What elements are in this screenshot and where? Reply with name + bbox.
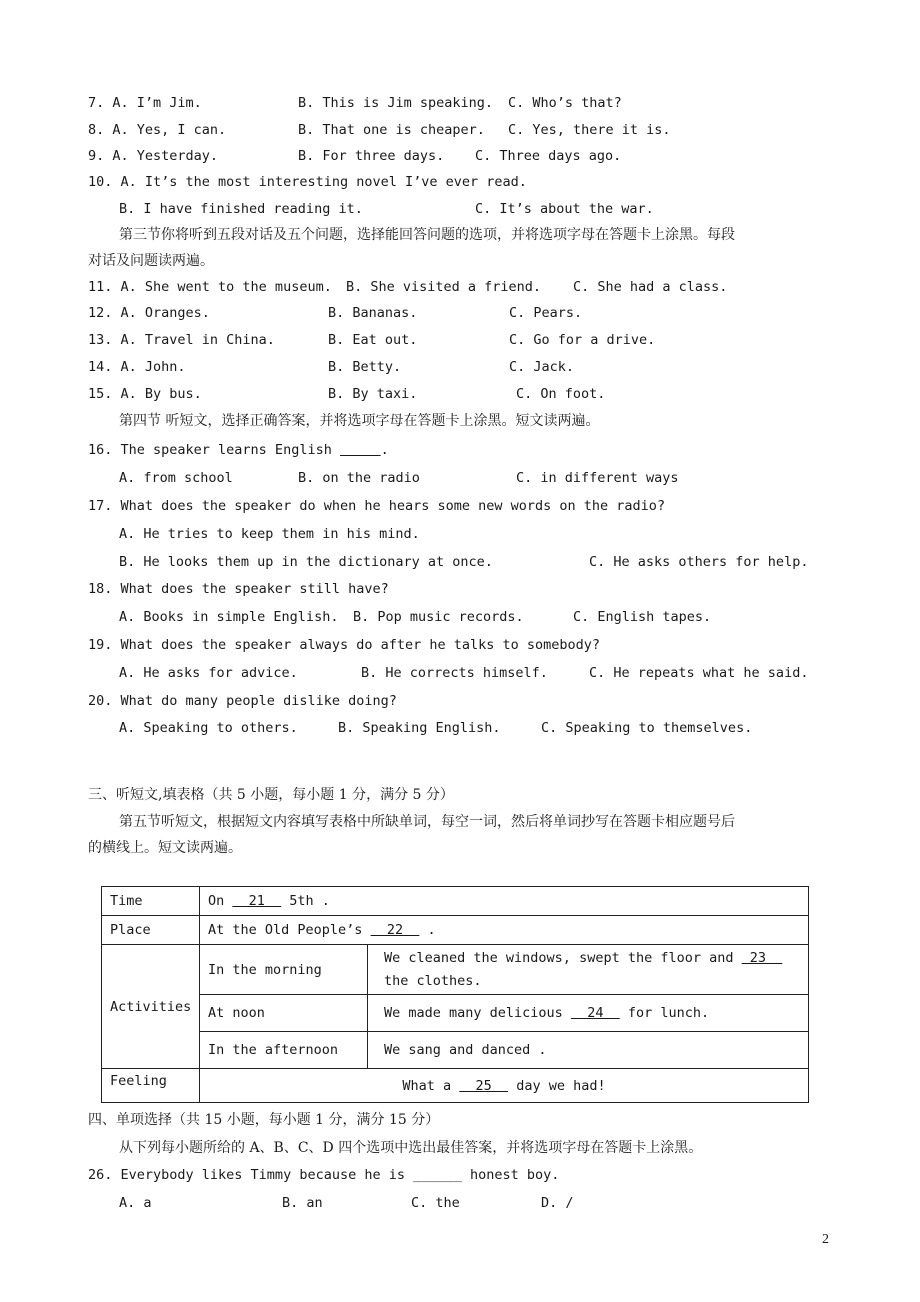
q14-option-b: B. Betty. — [328, 359, 402, 375]
section-4-instruction: 第四节 听短文，选择正确答案，并将选项字母在答题卡上涂黑。短文读两遍。 — [119, 413, 600, 429]
fill-in-table — [101, 886, 809, 1103]
q19-stem: 19. What does the speaker always do after he talks to somebody? — [88, 637, 601, 653]
q12-option-a: 12. A. Oranges. — [88, 305, 210, 321]
part-3-title: 三、听短文,填表格（共 5 小题，每小题 1 分，满分 5 分） — [88, 787, 454, 803]
sub-label: In the afternoon — [200, 1032, 368, 1069]
table-row-morning — [102, 945, 809, 995]
blank-23: 23 — [741, 949, 783, 966]
option-b: B. an — [282, 1195, 323, 1211]
blank-21: 21 — [232, 893, 282, 909]
option-c: C. He repeats what he said. — [589, 665, 809, 681]
q18-stem: 18. What does the speaker still have? — [88, 581, 389, 597]
row-value: On 21 5th . — [200, 887, 809, 916]
option-b: B. He corrects himself. — [361, 665, 548, 681]
option-c: C. He asks others for help. — [589, 554, 809, 570]
option-a: 9. A. Yesterday. — [88, 148, 219, 164]
blank-24: 24 — [570, 1005, 620, 1021]
q17-stem: 17. What does the speaker do when he hears some new words on the radio? — [88, 498, 666, 514]
row-label: Place — [102, 916, 200, 945]
option-a: A. He tries to keep them in his mind. — [119, 526, 420, 542]
q12-option-b: B. Bananas. — [328, 305, 418, 321]
table-row-feeling — [102, 1069, 809, 1103]
answer-blank — [340, 442, 381, 458]
option-a: A. Books in simple English. — [119, 609, 339, 625]
q14-option-c: C. Jack. — [509, 359, 575, 375]
q14-option-a: 14. A. John. — [88, 359, 186, 375]
option-c: C. Who’s that? — [508, 95, 622, 111]
q13-option-b: B. Eat out. — [328, 332, 418, 348]
option-c: C. English tapes. — [573, 609, 712, 625]
option-c: C. the — [411, 1195, 460, 1211]
option-b: B. Speaking English. — [338, 720, 501, 736]
option-b: B. This is Jim speaking. — [298, 95, 494, 111]
option-a: A. a — [119, 1195, 152, 1211]
option-c: C. Yes, there it is. — [508, 122, 671, 138]
part-4-instruction: 从下列每小题所给的 A、B、C、D 四个选项中选出最佳答案，并将选项字母在答题卡上涂黑。 — [119, 1140, 703, 1156]
option-b: B. Pop music records. — [353, 609, 524, 625]
option-c: C. Speaking to themselves. — [541, 720, 753, 736]
row-value: We sang and danced . — [368, 1032, 809, 1069]
section-3-instruction: 第三节你将听到五段对话及五个问题，选择能回答问题的选项，并将选项字母在答题卡上涂黑。每段 — [119, 227, 735, 243]
row-value: What a 25 day we had! — [200, 1069, 809, 1103]
option-a: A. He asks for advice. — [119, 665, 298, 681]
option-a: 8. A. Yes, I can. — [88, 122, 227, 138]
option-b: B. I have finished reading it. — [119, 201, 363, 217]
part-3-instruction-cont: 的横线上。短文读两遍。 — [88, 840, 242, 856]
sub-label: In the morning — [200, 945, 368, 995]
q15-option-c: C. On foot. — [516, 386, 606, 402]
option-a: 7. A. I’m Jim. — [88, 95, 202, 111]
q20-stem: 20. What do many people dislike doing? — [88, 693, 397, 709]
part-3-instruction: 第五节听短文，根据短文内容填写表格中所缺单词，每空一词，然后将单词抄写在答题卡相应题号后 — [119, 814, 735, 830]
blank-25: 25 — [459, 1077, 509, 1094]
option-b: B. That one is cheaper. — [298, 122, 485, 138]
sub-label: At noon — [200, 995, 368, 1032]
option-b: B. He looks them up in the dictionary at once. — [119, 554, 493, 570]
row-value: We made many delicious 24 for lunch. — [368, 995, 809, 1032]
row-label: Feeling — [102, 1069, 200, 1103]
row-label: Time — [102, 887, 200, 916]
option-d: D. / — [541, 1195, 574, 1211]
option-c: C. in different ways — [516, 470, 679, 486]
option-b: B. For three days. — [298, 148, 445, 164]
option-a: A. Speaking to others. — [119, 720, 298, 736]
row-value: We cleaned the windows, swept the floor and 23 the clothes. — [368, 945, 809, 995]
q15-option-b: B. By taxi. — [328, 386, 418, 402]
row-value: At the Old People’s 22 . — [200, 916, 809, 945]
q12-option-c: C. Pears. — [509, 305, 583, 321]
q13-option-c: C. Go for a drive. — [509, 332, 656, 348]
table-row-place — [102, 916, 809, 945]
q11-option-a: 11. A. She went to the museum. — [88, 279, 332, 295]
option-c: C. It’s about the war. — [475, 201, 654, 217]
option-b: B. on the radio — [298, 470, 420, 486]
row-label: Activities — [102, 945, 200, 1069]
option-c: C. Three days ago. — [475, 148, 622, 164]
option-a: A. from school — [119, 470, 233, 486]
q11-option-b: B. She visited a friend. — [346, 279, 542, 295]
option-a: 10. A. It’s the most interesting novel I’ve ever read. — [88, 174, 527, 190]
q15-option-a: 15. A. By bus. — [88, 386, 202, 402]
section-3-instruction-cont: 对话及问题读两遍。 — [88, 253, 214, 269]
table-row-time — [102, 887, 809, 916]
blank-22: 22 — [370, 922, 420, 938]
table-row-noon — [102, 995, 809, 1032]
part-4-title: 四、单项选择（共 15 小题，每小题 1 分，满分 15 分） — [88, 1112, 440, 1128]
q13-option-a: 13. A. Travel in China. — [88, 332, 275, 348]
table-row-afternoon — [102, 1032, 809, 1069]
q11-option-c: C. She had a class. — [573, 279, 728, 295]
q16-stem: 16. The speaker learns English . — [88, 442, 389, 458]
q26-stem: 26. Everybody likes Timmy because he is ______ honest boy. — [88, 1167, 560, 1183]
page-number: 2 — [822, 1232, 829, 1247]
